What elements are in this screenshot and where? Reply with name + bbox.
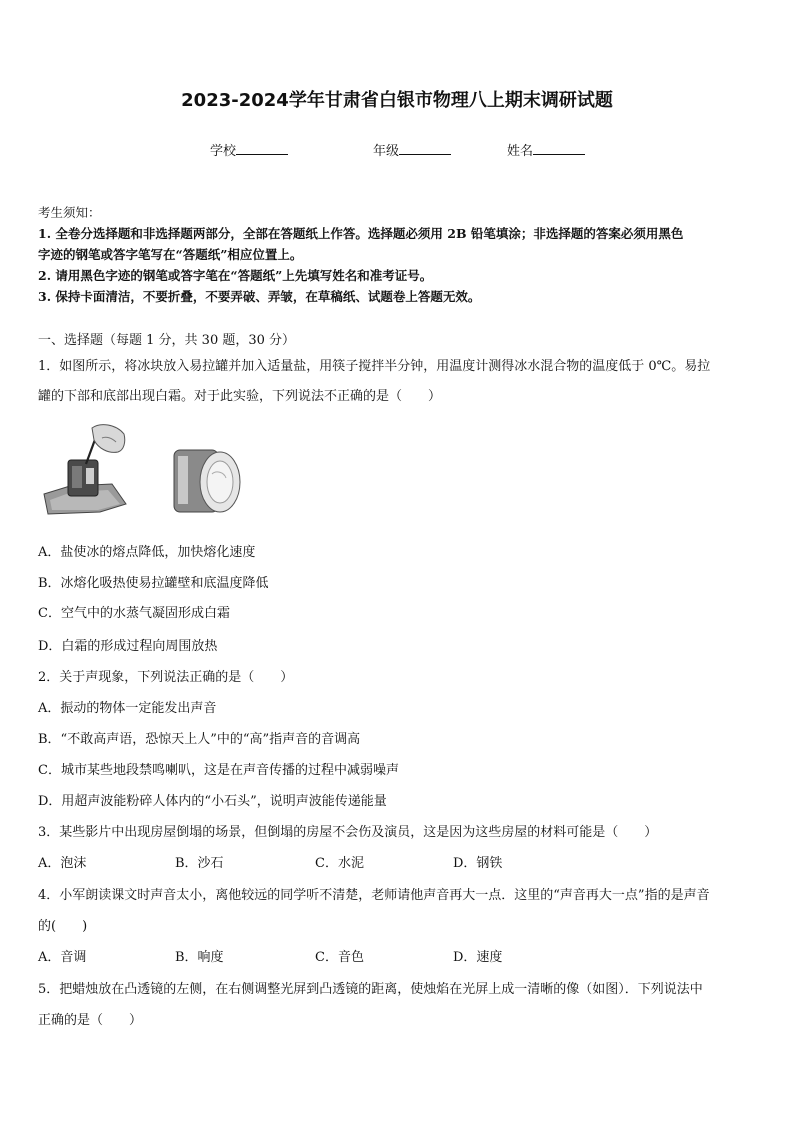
question-2-option-d: D．用超声波能粉碎人体内的“小石头”，说明声波能传递能量 bbox=[38, 794, 387, 809]
section-heading: 一、选择题（每题 1 分，共 30 题，30 分） bbox=[38, 333, 296, 348]
question-3-option-d: D．钢铁 bbox=[453, 856, 503, 871]
stirring-can-figure bbox=[42, 420, 128, 516]
question-1-option-a: A．盐使冰的熔点降低，加快熔化速度 bbox=[38, 545, 256, 560]
question-3-option-a: A．泡沫 bbox=[38, 856, 87, 871]
grade-label: 年级 bbox=[373, 144, 400, 159]
notice-line-1a: 1. 全卷分选择题和非选择题两部分，全部在答题纸上作答。选择题必须用 2B 铅笔填涂；非选择题的答案必须用黑色 bbox=[38, 226, 684, 241]
school-blank bbox=[236, 142, 288, 155]
question-1-option-b: B．冰熔化吸热使易拉罐壁和底温度降低 bbox=[38, 576, 269, 591]
question-1-line-2: 罐的下部和底部出现白霜。对于此实验，下列说法不正确的是（ ） bbox=[38, 389, 442, 404]
question-5-line-2: 正确的是（ ） bbox=[38, 1013, 143, 1028]
question-1-option-d: D．白霜的形成过程向周围放热 bbox=[38, 639, 218, 654]
question-3: 3．某些影片中出现房屋倒塌的场景，但倒塌的房屋不会伤及演员，这是因为这些房屋的材料可能是（ ） bbox=[38, 825, 658, 840]
question-4-option-d: D．速度 bbox=[453, 950, 503, 965]
question-3-option-c: C．水泥 bbox=[315, 856, 364, 871]
notice-line-2: 2. 请用黑色字迹的钢笔或答字笔在“答题纸”上先填写姓名和准考证号。 bbox=[38, 268, 433, 283]
question-5-line-1: 5．把蜡烛放在凸透镜的左侧，在右侧调整光屏到凸透镜的距离，使烛焰在光屏上成一清晰的像（如图）．下列说法中 bbox=[38, 982, 703, 997]
name-field bbox=[507, 140, 585, 159]
school-label: 学校 bbox=[210, 144, 237, 159]
question-2: 2．关于声现象，下列说法正确的是（ ） bbox=[38, 670, 294, 685]
question-4-line-2: 的( ) bbox=[38, 919, 88, 934]
question-4-line-1: 4．小军朗读课文时声音太小，离他较远的同学听不清楚，老师请他声音再大一点．这里的“声音再大一点”指的是声音 bbox=[38, 888, 710, 903]
notice-line-1b: 字迹的钢笔或答字笔写在“答题纸”相应位置上。 bbox=[38, 247, 303, 262]
question-3-option-b: B．沙石 bbox=[175, 856, 224, 871]
question-4-option-b: B．响度 bbox=[175, 950, 224, 965]
frosted-can-bottom-figure bbox=[172, 446, 242, 521]
school-field bbox=[210, 140, 288, 159]
grade-field bbox=[373, 140, 451, 159]
name-blank bbox=[533, 142, 585, 155]
grade-blank bbox=[399, 142, 451, 155]
question-4-option-c: C．音色 bbox=[315, 950, 364, 965]
page-title: 2023-2024学年甘肃省白银市物理八上期末调研试题 bbox=[181, 90, 613, 111]
question-2-option-b: B．“不敢高声语，恐惊天上人”中的“高”指声音的音调高 bbox=[38, 732, 361, 747]
name-label: 姓名 bbox=[507, 144, 534, 159]
question-4-option-a: A．音调 bbox=[38, 950, 87, 965]
question-2-option-a: A．振动的物体一定能发出声音 bbox=[38, 701, 217, 716]
notice-heading: 考生须知： bbox=[38, 205, 101, 220]
notice-line-3: 3. 保持卡面清洁，不要折叠，不要弄破、弄皱，在草稿纸、试题卷上答题无效。 bbox=[38, 289, 481, 304]
question-1-option-c: C．空气中的水蒸气凝固形成白霜 bbox=[38, 606, 230, 621]
question-1-line-1: 1．如图所示，将冰块放入易拉罐并加入适量盐，用筷子搅拌半分钟，用温度计测得冰水混合物的温度低于 0℃。易拉 bbox=[38, 359, 711, 374]
question-2-option-c: C．城市某些地段禁鸣喇叭，这是在声音传播的过程中减弱噪声 bbox=[38, 763, 399, 778]
